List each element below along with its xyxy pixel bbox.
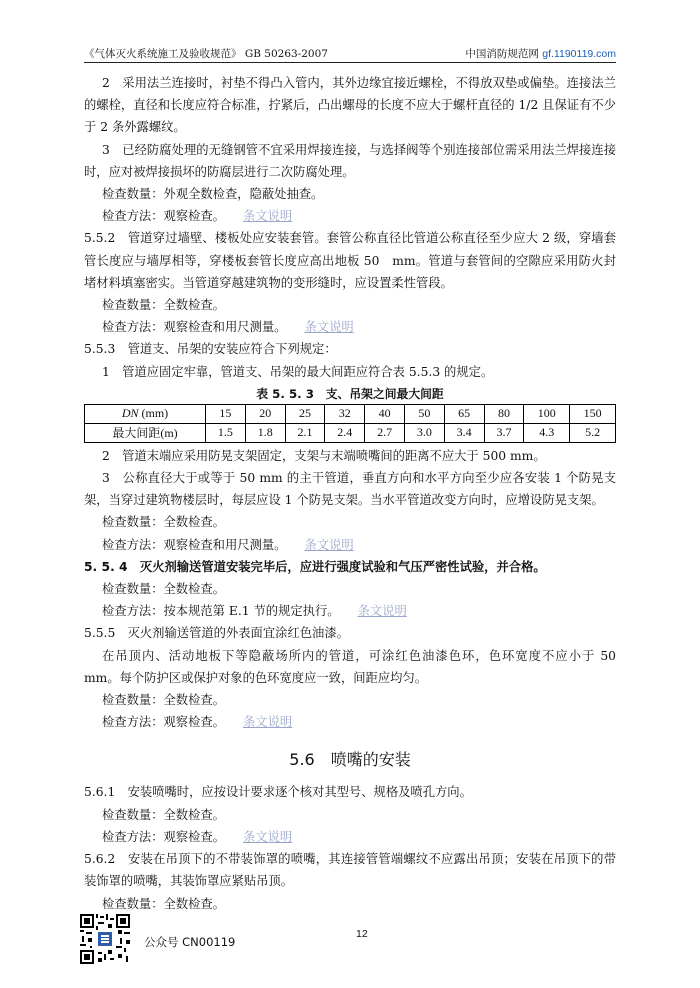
paragraph: 2 管道末端应采用防晃支架固定，支架与末端喷嘴间的距离不应大于 500 mm。 bbox=[102, 448, 546, 463]
clause-explanation-link[interactable]: 条文说明 bbox=[304, 537, 354, 552]
table-cell: 25 bbox=[285, 404, 325, 423]
clause-5-5-2: 5.5.2 管道穿过墙壁、楼板处应安装套管。套管公称直径比管道公称直径至少应大 2 级，穿墙套管长度应与墙厚相等，穿楼板套管长度应高出地板 50 mm。管道与套管间的空隙应采用防火封堵材料填塞密实。当管道穿越建筑物的变形缝时，应设置柔性管段。 bbox=[84, 231, 616, 290]
table-cell: 3.4 bbox=[444, 423, 484, 442]
table-cell: 65 bbox=[444, 404, 484, 423]
check-method-text: 检查方法：观察检查和用尺测量。 bbox=[102, 320, 287, 335]
section-title: 5.6 喷嘴的安装 bbox=[289, 750, 411, 770]
clause-explanation-link[interactable]: 条文说明 bbox=[242, 829, 293, 844]
check-method bbox=[84, 205, 616, 227]
check-quantity: 检查数量：全数检查。 bbox=[102, 693, 225, 708]
clause-5-6-1: 5.6.1 安装喷嘴时，应按设计要求逐个核对其型号、规格及喷孔方向。 bbox=[84, 785, 472, 800]
page-content bbox=[84, 72, 616, 915]
clause-5-5-4: 5. 5. 4 灭火剂输送管道安装完毕后，应进行强度试验和气压严密性试验，并合格。 bbox=[84, 559, 546, 574]
header-site-name: 中国消防规范网 bbox=[465, 48, 539, 60]
check-quantity: 检查数量：全数检查。 bbox=[102, 582, 225, 597]
table-cell: 150 bbox=[570, 404, 616, 423]
paragraph: 3 已经防腐处理的无缝钢管不宜采用焊接连接，与选择阀等个别连接部位需采用法兰焊接连接时，应对被焊接损坏的防腐层进行二次防腐处理。 bbox=[84, 142, 616, 179]
table-title: 表 5. 5. 3 支、吊架之间最大间距 bbox=[256, 386, 444, 401]
table-cell: 50 bbox=[404, 404, 444, 423]
table-cell: 1.5 bbox=[206, 423, 246, 442]
table-header-spacing: 最大间距(m) bbox=[85, 423, 206, 442]
paragraph: 3 公称直径大于或等于 50 mm 的主干管道，垂直方向和水平方向至少应各安装 1 个防晃支架，当穿过建筑物楼层时，每层应设 1 个防晃支架。当水平管道改变方向时，应增设防晃支架。 bbox=[84, 471, 616, 508]
paragraph: 2 采用法兰连接时，衬垫不得凸入管内，其外边缘宜接近螺栓，不得放双垫或偏垫。连接法兰的螺栓，直径和长度应符合标准，拧紧后，凸出螺母的长度不应大于螺杆直径的 1/2 且保证有不少于 2 条外露螺纹。 bbox=[84, 76, 616, 135]
page-header bbox=[84, 46, 616, 63]
table-row-spacing bbox=[85, 423, 616, 442]
table-cell: 32 bbox=[325, 404, 365, 423]
qr-code-icon[interactable] bbox=[80, 914, 130, 964]
check-quantity: 检查数量：全数检查。 bbox=[102, 298, 225, 313]
table-cell: 3.7 bbox=[484, 423, 524, 442]
check-method-text: 检查方法：观察检查。 bbox=[102, 829, 225, 844]
check-method bbox=[84, 711, 616, 733]
check-quantity: 检查数量：全数检查。 bbox=[102, 515, 225, 530]
check-method-text: 检查方法：按本规范第 E.1 节的规定执行。 bbox=[102, 604, 340, 619]
table-header-dn bbox=[85, 404, 206, 423]
check-method bbox=[84, 600, 616, 622]
table-cell: 20 bbox=[245, 404, 285, 423]
check-method-text: 检查方法：观察检查。 bbox=[102, 715, 225, 730]
header-site-link[interactable]: gf.1190119.com bbox=[542, 48, 616, 60]
table-cell: 2.4 bbox=[325, 423, 365, 442]
check-method-text: 检查方法：观察检查。 bbox=[102, 209, 225, 224]
page-footer bbox=[80, 912, 616, 968]
check-method bbox=[84, 316, 616, 338]
table-cell: 3.0 bbox=[404, 423, 444, 442]
check-quantity: 检查数量：全数检查。 bbox=[102, 896, 225, 911]
page-number: 12 bbox=[356, 928, 368, 940]
paragraph: 在吊顶内、活动地板下等隐蔽场所内的管道，可涂红色油漆色环，色环宽度不应小于 50 mm。每个防护区或保护对象的色环宽度应一致，间距应均匀。 bbox=[84, 648, 616, 685]
spacing-table bbox=[84, 404, 616, 443]
header-document-title: 《气体灭火系统施工及验收规范》 GB 50263-2007 bbox=[84, 48, 328, 60]
clause-explanation-link[interactable]: 条文说明 bbox=[357, 604, 407, 619]
header-site bbox=[465, 46, 616, 61]
table-cell: 100 bbox=[524, 404, 570, 423]
table-cell: 2.7 bbox=[365, 423, 405, 442]
wechat-account-label: 公众号 CN00119 bbox=[144, 935, 236, 949]
table-cell: 15 bbox=[206, 404, 246, 423]
table-cell: 5.2 bbox=[570, 423, 616, 442]
paragraph: 1 管道应固定牢靠，管道支、吊架的最大间距应符合表 5.5.3 的规定。 bbox=[102, 364, 494, 379]
check-method bbox=[84, 534, 616, 556]
table-cell: 4.3 bbox=[524, 423, 570, 442]
clause-explanation-link[interactable]: 条文说明 bbox=[304, 320, 354, 335]
clause-explanation-link[interactable]: 条文说明 bbox=[242, 715, 293, 730]
check-quantity: 检查数量：全数检查。 bbox=[102, 807, 225, 822]
check-method-text: 检查方法：观察检查和用尺测量。 bbox=[102, 537, 287, 552]
table-cell: 80 bbox=[484, 404, 524, 423]
check-quantity: 检查数量：外观全数检查，隐蔽处抽查。 bbox=[102, 187, 324, 202]
table-cell: 1.8 bbox=[245, 423, 285, 442]
table-cell: 2.1 bbox=[285, 423, 325, 442]
clause-5-6-2: 5.6.2 安装在吊顶下的不带装饰罩的喷嘴，其连接管管端螺纹不应露出吊顶；安装在吊顶下的带装饰罩的喷嘴，其装饰罩应紧贴吊顶。 bbox=[84, 852, 616, 889]
table-cell: 40 bbox=[365, 404, 405, 423]
check-method bbox=[84, 826, 616, 848]
dn-unit: (mm) bbox=[138, 406, 169, 421]
clause-explanation-link[interactable]: 条文说明 bbox=[242, 209, 293, 224]
clause-5-5-3: 5.5.3 管道支、吊架的安装应符合下列规定： bbox=[84, 342, 337, 357]
dn-symbol: DN bbox=[121, 406, 139, 421]
table-row-dn bbox=[85, 404, 616, 423]
clause-5-5-5: 5.5.5 灭火剂输送管道的外表面宜涂红色油漆。 bbox=[84, 626, 349, 641]
